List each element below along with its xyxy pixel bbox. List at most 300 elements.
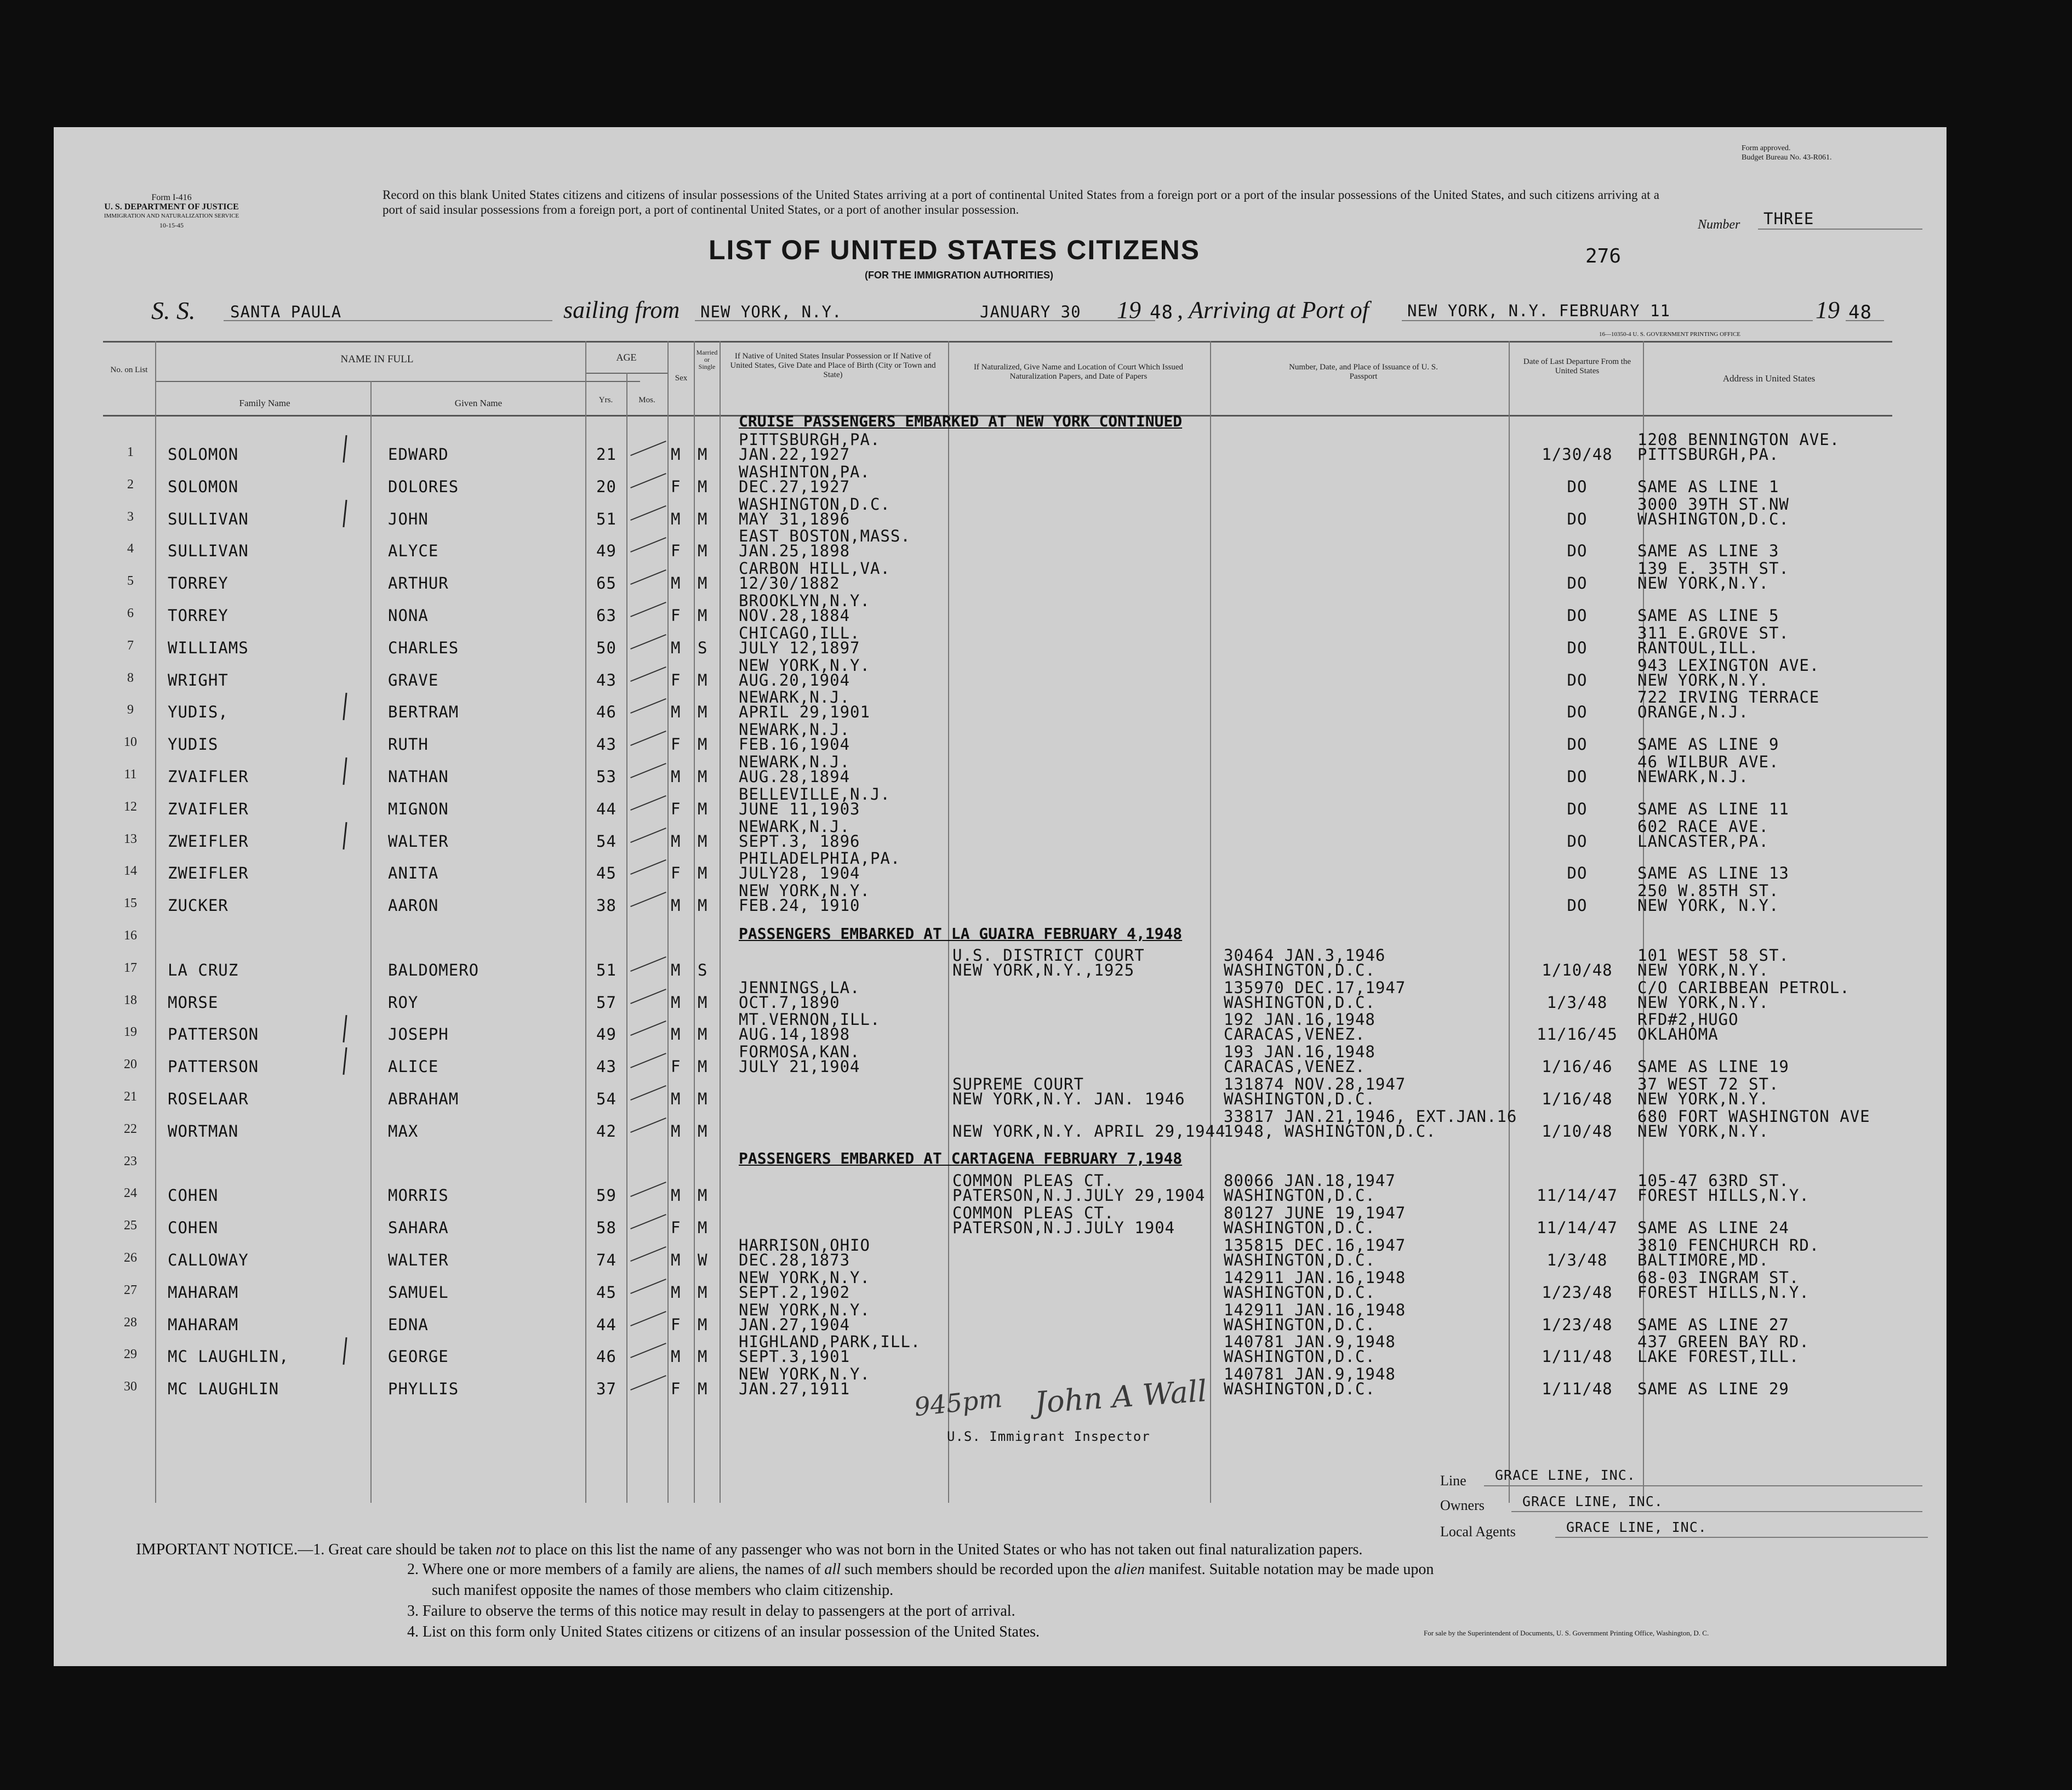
inspector-title: U.S. Immigrant Inspector xyxy=(947,1429,1150,1444)
row-number: 15 xyxy=(124,896,137,911)
col-rule xyxy=(626,373,627,1503)
sex: M xyxy=(671,767,681,786)
inspector-signature: John A Wall xyxy=(1034,1373,1208,1420)
address-line-2: NEW YORK,N.Y. xyxy=(1637,960,1769,979)
row-number: 19 xyxy=(124,1025,137,1040)
family-name: SOLOMON xyxy=(168,477,239,496)
inspection-check-mark xyxy=(630,473,666,488)
marital-status: M xyxy=(698,831,708,851)
last-departure-date: 11/16/45 xyxy=(1537,1025,1618,1044)
inspection-check-mark xyxy=(630,1182,666,1197)
passport-place: 1948, WASHINGTON,D.C. xyxy=(1224,1121,1436,1141)
for-sale-note: For sale by the Superintendent of Documents, U. S. Government Printing Office, Washington, D. C. xyxy=(1424,1629,1709,1637)
age-years: 49 xyxy=(596,541,617,561)
birth-date: SEPT.2,1902 xyxy=(739,1282,851,1302)
family-name: MAHARAM xyxy=(168,1315,239,1334)
family-name: PATTERSON xyxy=(168,1057,259,1076)
notice-item2-d: such manifest opposite the names of those members who claim citizenship. xyxy=(432,1582,894,1599)
address-line-2: LANCASTER,PA. xyxy=(1637,831,1769,851)
sex: M xyxy=(671,509,681,528)
row-number: 16 xyxy=(124,928,137,943)
section-la-guaira: PASSENGERS EMBARKED AT LA GUAIRA FEBRUARY 4,1948 xyxy=(739,925,1183,943)
birth-date: JAN.27,1904 xyxy=(739,1315,851,1334)
address-line-1: 3810 FENCHURCH RD. xyxy=(1637,1236,1820,1255)
col-rule xyxy=(948,341,949,1503)
address-line-1: 46 WILBUR AVE. xyxy=(1637,753,1779,771)
birth-date: JAN.27,1911 xyxy=(739,1379,851,1399)
marital-status: M xyxy=(698,1057,708,1076)
address-line-1: 37 WEST 72 ST. xyxy=(1637,1075,1779,1093)
budget-text: Budget Bureau No. 43-R061. xyxy=(1742,153,1832,162)
address-line-2: NEW YORK,N.Y. xyxy=(1637,574,1769,593)
birth-place: CARBON HILL,VA. xyxy=(739,559,891,578)
sex: F xyxy=(671,477,681,496)
birth-place: NEWARK,N.J. xyxy=(739,817,851,836)
age-years: 20 xyxy=(596,477,617,496)
row-number: 7 xyxy=(127,638,134,653)
sex: F xyxy=(671,799,681,818)
birth-place: PHILADELPHIA,PA. xyxy=(739,849,901,868)
year2: 48 xyxy=(1848,301,1872,323)
address-line-2: NEW YORK,N.Y. xyxy=(1637,993,1769,1012)
col-rule xyxy=(667,341,669,1503)
row-number: 18 xyxy=(124,993,137,1007)
marital-status: M xyxy=(698,477,708,496)
arriving-label: , Arriving at Port of xyxy=(1177,297,1369,323)
family-name: YUDIS, xyxy=(168,703,229,722)
notice-item1-not: not xyxy=(495,1541,516,1558)
sex: M xyxy=(671,1090,681,1108)
passport-place: WASHINGTON,D.C. xyxy=(1224,1090,1375,1108)
family-bracket-mark xyxy=(343,693,347,720)
address-line-1: 311 E.GROVE ST. xyxy=(1637,623,1789,642)
notice-item2-b: such members should be recorded upon the xyxy=(844,1561,1111,1578)
birth-place: FORMOSA,KAN. xyxy=(739,1042,860,1062)
age-years: 51 xyxy=(596,960,617,979)
address-line-2: SAME AS LINE 3 xyxy=(1637,541,1779,561)
age-years: 63 xyxy=(596,606,617,625)
row-number: 12 xyxy=(124,799,137,814)
row-number: 27 xyxy=(124,1282,137,1297)
given-name: MAX xyxy=(388,1121,419,1141)
marital-status: M xyxy=(698,509,708,528)
age-years: 43 xyxy=(596,735,617,754)
notice-item2-alien: alien xyxy=(1114,1561,1145,1578)
family-name: WORTMAN xyxy=(168,1121,239,1141)
passport-number-date: 142911 JAN.16,1948 xyxy=(1224,1300,1406,1319)
header-family-name: Family Name xyxy=(239,398,290,408)
inspection-check-mark xyxy=(630,1311,666,1326)
sex: M xyxy=(671,1347,681,1366)
passport-number-date: 192 JAN.16,1948 xyxy=(1224,1010,1375,1029)
address-line-2: PITTSBURGH,PA. xyxy=(1637,445,1779,464)
age-years: 37 xyxy=(596,1379,617,1399)
family-name: COHEN xyxy=(168,1218,219,1238)
age-years: 58 xyxy=(596,1218,617,1238)
family-name: LA CRUZ xyxy=(168,960,239,979)
address-line-2: SAME AS LINE 29 xyxy=(1637,1379,1789,1399)
form-date: 10-15-45 xyxy=(159,221,184,229)
birth-place: CHICAGO,ILL. xyxy=(739,623,860,642)
inspection-check-mark xyxy=(630,698,666,714)
given-name: SAHARA xyxy=(388,1218,449,1238)
last-departure-date: DO xyxy=(1567,541,1588,561)
birth-place: NEW YORK,N.Y. xyxy=(739,655,870,675)
age-years: 45 xyxy=(596,1282,617,1302)
passport-number-date: 140781 JAN.9,1948 xyxy=(1224,1332,1396,1352)
year1: 48 xyxy=(1150,301,1173,323)
age-years: 46 xyxy=(596,1347,617,1366)
given-name: EDNA xyxy=(388,1315,429,1334)
marital-status: M xyxy=(698,1090,708,1108)
given-name: NATHAN xyxy=(388,767,449,786)
sex: M xyxy=(671,703,681,722)
family-name: ROSELAAR xyxy=(168,1090,249,1108)
address-line-2: ORANGE,N.J. xyxy=(1637,703,1749,722)
row-number: 5 xyxy=(127,574,134,589)
family-bracket-mark xyxy=(343,435,347,463)
age-years: 45 xyxy=(596,864,617,883)
last-departure-date: 1/30/48 xyxy=(1542,445,1613,464)
line-value: GRACE LINE, INC. xyxy=(1495,1467,1636,1483)
service-name: IMMIGRATION AND NATURALIZATION SERVICE xyxy=(104,213,239,219)
family-name: ZVAIFLER xyxy=(168,767,249,786)
last-departure-date: 1/23/48 xyxy=(1542,1282,1613,1302)
sex: M xyxy=(671,445,681,464)
line-label: Line xyxy=(1440,1473,1466,1489)
birth-date: JAN.25,1898 xyxy=(739,541,851,561)
age-years: 51 xyxy=(596,509,617,528)
col-rule xyxy=(720,341,721,1503)
given-name: WALTER xyxy=(388,831,449,851)
inspection-check-mark xyxy=(630,1214,666,1229)
inspection-check-mark xyxy=(630,1375,666,1390)
birth-place: NEW YORK,N.Y. xyxy=(739,881,870,900)
arrival-port: NEW YORK, N.Y. FEBRUARY 11 xyxy=(1407,301,1670,320)
header-naturalized: If Naturalized, Give Name and Location of Court Which Issued Naturalization Papers, and Date of Papers xyxy=(973,363,1184,381)
given-name: EDWARD xyxy=(388,445,449,464)
last-departure-date: 1/10/48 xyxy=(1542,960,1613,979)
passport-place: WASHINGTON,D.C. xyxy=(1224,1379,1375,1399)
row-number: 21 xyxy=(124,1090,137,1104)
marital-status: M xyxy=(698,1282,708,1302)
notice-item1-b: to place on this list the name of any passenger who was not born in the United States or who has not taken out final naturalization papers. xyxy=(519,1541,1363,1558)
family-bracket-mark xyxy=(343,1047,347,1075)
owners-underline xyxy=(1511,1511,1922,1512)
passport-number-date: 135970 DEC.17,1947 xyxy=(1224,978,1406,997)
inspection-check-mark xyxy=(630,505,666,521)
address-line-1: 1208 BENNINGTON AVE. xyxy=(1637,430,1840,449)
sex: M xyxy=(671,1282,681,1302)
naturalization-place-date: NEW YORK,N.Y. JAN. 1946 xyxy=(952,1090,1185,1108)
family-name: TORREY xyxy=(168,574,229,593)
header-name-in-full: NAME IN FULL xyxy=(340,354,414,365)
birth-place: JENNINGS,LA. xyxy=(739,978,860,997)
inspection-check-mark xyxy=(630,1053,666,1068)
marital-status: M xyxy=(698,1218,708,1238)
birth-place: HARRISON,OHIO xyxy=(739,1236,870,1255)
marital-status: S xyxy=(698,960,708,979)
birth-date: 12/30/1882 xyxy=(739,574,840,593)
last-departure-date: DO xyxy=(1567,831,1588,851)
col-rule xyxy=(1509,341,1510,1503)
family-name: MAHARAM xyxy=(168,1282,239,1302)
sex: F xyxy=(671,1218,681,1238)
family-name: ZWEIFLER xyxy=(168,831,249,851)
local-agents-value: GRACE LINE, INC. xyxy=(1566,1519,1707,1535)
number-label: Number xyxy=(1698,218,1740,232)
birth-date: NOV.28,1884 xyxy=(739,606,851,625)
birth-place: BELLEVILLE,N.J. xyxy=(739,784,891,803)
address-line-2: NEW YORK, N.Y. xyxy=(1637,896,1779,915)
address-line-1: 680 FORT WASHINGTON AVE xyxy=(1637,1107,1870,1126)
inspection-check-mark xyxy=(630,859,666,875)
last-departure-date: DO xyxy=(1567,864,1588,883)
number-value: THREE xyxy=(1763,209,1814,228)
notice-title: IMPORTANT NOTICE. xyxy=(136,1540,298,1558)
passport-place: WASHINGTON,D.C. xyxy=(1224,1347,1375,1366)
naturalization-place-date: PATERSON,N.J.JULY 29,1904 xyxy=(952,1186,1206,1205)
given-name: BALDOMERO xyxy=(388,960,480,979)
last-departure-date: DO xyxy=(1567,509,1588,528)
row-number: 29 xyxy=(124,1347,137,1362)
birth-date: SEPT.3,1901 xyxy=(739,1347,851,1366)
age-years: 42 xyxy=(596,1121,617,1141)
sex: M xyxy=(671,1186,681,1205)
record-note: Record on this blank United States citizens and citizens of insular possessions of the United States arriving at a port of continental United States from a foreign port or a port of the insular possessions of the United States, and such citizens arriving at a port of said insular possessions from a foreign port, a port of continental United States, or a port of another insular possession. xyxy=(383,188,1659,216)
address-line-2: WASHINGTON,D.C. xyxy=(1637,509,1789,528)
sex: M xyxy=(671,638,681,657)
naturalization-court: COMMON PLEAS CT. xyxy=(952,1171,1115,1190)
inspection-check-mark xyxy=(630,892,666,907)
birth-date: JULY 12,1897 xyxy=(739,638,860,657)
given-name: NONA xyxy=(388,606,429,625)
address-line-2: SAME AS LINE 11 xyxy=(1637,799,1789,818)
family-name: SULLIVAN xyxy=(168,509,249,528)
inspection-check-mark xyxy=(630,1085,666,1101)
birth-place: HIGHLAND,PARK,ILL. xyxy=(739,1332,921,1352)
row-number: 4 xyxy=(127,541,134,556)
birth-place: EAST BOSTON,MASS. xyxy=(739,527,911,546)
inspection-check-mark xyxy=(630,828,666,843)
signature-time: 945pm xyxy=(912,1383,1004,1422)
section-cruise: CRUISE PASSENGERS EMBARKED AT NEW YORK CONTINUED xyxy=(739,412,1183,430)
name-header-rule xyxy=(155,381,640,382)
inspection-check-mark xyxy=(630,1118,666,1133)
inspection-check-mark xyxy=(630,1343,666,1358)
address-line-2: LAKE FOREST,ILL. xyxy=(1637,1347,1800,1366)
passport-place: WASHINGTON,D.C. xyxy=(1224,1315,1375,1334)
marital-status: M xyxy=(698,606,708,625)
row-number: 22 xyxy=(124,1121,137,1136)
last-departure-date: 11/14/47 xyxy=(1537,1186,1618,1205)
header-married-single: Married or Single xyxy=(696,349,718,370)
age-years: 59 xyxy=(596,1186,617,1205)
last-departure-date: DO xyxy=(1567,799,1588,818)
family-name: PATTERSON xyxy=(168,1025,259,1044)
naturalization-place-date: NEW YORK,N.Y.,1925 xyxy=(952,960,1135,979)
passport-number-date: 135815 DEC.16,1947 xyxy=(1224,1236,1406,1255)
row-number: 9 xyxy=(127,703,134,717)
department: U. S. DEPARTMENT OF JUSTICE xyxy=(104,202,239,212)
passport-place: WASHINGTON,D.C. xyxy=(1224,1218,1375,1238)
notice-item3: 3. Failure to observe the terms of this notice may result in delay to passengers at the port of arrival. xyxy=(407,1603,1015,1620)
given-name: JOHN xyxy=(388,509,429,528)
marital-status: M xyxy=(698,1121,708,1141)
passport-place: CARACAS,VENEZ. xyxy=(1224,1057,1366,1076)
marital-status: M xyxy=(698,1379,708,1399)
last-departure-date: 11/14/47 xyxy=(1537,1218,1618,1238)
address-line-2: FOREST HILLS,N.Y. xyxy=(1637,1282,1810,1302)
marital-status: M xyxy=(698,1186,708,1205)
inspection-check-mark xyxy=(630,1246,666,1262)
last-departure-date: 1/3/48 xyxy=(1546,1251,1608,1269)
age-years: 49 xyxy=(596,1025,617,1044)
family-name: MC LAUGHLIN, xyxy=(168,1347,289,1366)
inspection-check-mark xyxy=(630,569,666,585)
marital-status: S xyxy=(698,638,708,657)
sex: F xyxy=(671,670,681,689)
family-name: MC LAUGHLIN xyxy=(168,1379,279,1399)
age-years: 44 xyxy=(596,799,617,818)
birth-place: NEW YORK,N.Y. xyxy=(739,1365,870,1384)
sex: M xyxy=(671,896,681,915)
passport-number-date: 80066 JAN.18,1947 xyxy=(1224,1171,1396,1190)
form-number: Form I-416 xyxy=(151,193,192,202)
inspection-check-mark xyxy=(630,1021,666,1036)
given-name: JOSEPH xyxy=(388,1025,449,1044)
col-rule xyxy=(585,341,586,1503)
family-name: ZVAIFLER xyxy=(168,799,249,818)
sex: F xyxy=(671,606,681,625)
row-number: 1 xyxy=(127,445,134,459)
given-name: ALYCE xyxy=(388,541,439,561)
marital-status: M xyxy=(698,767,708,786)
row-number: 17 xyxy=(124,960,137,975)
age-years: 53 xyxy=(596,767,617,786)
address-line-1: 139 E. 35TH ST. xyxy=(1637,559,1789,578)
inspection-check-mark xyxy=(630,795,666,811)
age-years: 38 xyxy=(596,896,617,915)
notice-item2-c: manifest. Suitable notation may be made upon xyxy=(1149,1561,1434,1578)
birth-date: AUG.28,1894 xyxy=(739,767,851,786)
family-bracket-mark xyxy=(343,822,347,850)
passport-place: WASHINGTON,D.C. xyxy=(1224,1282,1375,1302)
passport-number-date: 140781 JAN.9,1948 xyxy=(1224,1365,1396,1384)
row-number: 24 xyxy=(124,1186,137,1201)
inspection-check-mark xyxy=(630,602,666,617)
sex: F xyxy=(671,1379,681,1399)
notice-item1-a: 1. Great care should be taken xyxy=(313,1541,492,1558)
birth-place: MT.VERNON,ILL. xyxy=(739,1010,881,1029)
sailing-from-label: sailing from xyxy=(563,297,680,323)
marital-status: M xyxy=(698,574,708,593)
given-name: RUTH xyxy=(388,735,429,754)
given-name: PHYLLIS xyxy=(388,1379,459,1399)
given-name: GEORGE xyxy=(388,1347,449,1366)
birth-place: NEWARK,N.J. xyxy=(739,753,851,771)
birth-place: NEWARK,N.J. xyxy=(739,720,851,739)
address-line-1: 602 RACE AVE. xyxy=(1637,817,1769,836)
address-line-2: NEW YORK,N.Y. xyxy=(1637,1090,1769,1108)
marital-status: M xyxy=(698,541,708,561)
family-name: ZWEIFLER xyxy=(168,864,249,883)
given-name: ROY xyxy=(388,993,419,1012)
address-line-2: RANTOUL,ILL. xyxy=(1637,638,1759,657)
header-passport: Number, Date, and Place of Issuance of U. S. Passport xyxy=(1289,363,1438,381)
local-agents-label: Local Agents xyxy=(1440,1524,1516,1540)
passport-place: WASHINGTON,D.C. xyxy=(1224,1251,1375,1269)
last-departure-date: DO xyxy=(1567,703,1588,722)
address-line-2: SAME AS LINE 9 xyxy=(1637,735,1779,754)
address-line-2: NEW YORK,N.Y. xyxy=(1637,1121,1769,1141)
passport-number-date: 193 JAN.16,1948 xyxy=(1224,1042,1375,1062)
inspection-check-mark xyxy=(630,537,666,552)
header-given-name: Given Name xyxy=(454,398,503,408)
row-number: 25 xyxy=(124,1218,137,1233)
marital-status: M xyxy=(698,799,708,818)
sex: F xyxy=(671,735,681,754)
inspection-check-mark xyxy=(630,634,666,649)
address-line-2: FOREST HILLS,N.Y. xyxy=(1637,1186,1810,1205)
birth-date: FEB.16,1904 xyxy=(739,735,851,754)
sex: M xyxy=(671,1121,681,1141)
given-name: GRAVE xyxy=(388,670,439,689)
birth-date: JULY 21,1904 xyxy=(739,1057,860,1076)
inspection-check-mark xyxy=(630,441,666,456)
inspection-check-mark xyxy=(630,956,666,972)
last-departure-date: 1/23/48 xyxy=(1542,1315,1613,1334)
family-bracket-mark xyxy=(343,500,347,527)
row-number: 2 xyxy=(127,477,134,492)
inspection-check-mark xyxy=(630,1279,666,1294)
inspection-check-mark xyxy=(630,763,666,778)
header-mos: Mos. xyxy=(638,396,655,404)
passport-number-date: 33817 JAN.21,1946, EXT.JAN.16 xyxy=(1224,1107,1517,1126)
row-number: 10 xyxy=(124,735,137,750)
age-years: 54 xyxy=(596,831,617,851)
stamp-number: 276 xyxy=(1585,245,1622,267)
address-line-2: OKLAHOMA xyxy=(1637,1025,1719,1044)
given-name: AARON xyxy=(388,896,439,915)
given-name: ALICE xyxy=(388,1057,439,1076)
given-name: ABRAHAM xyxy=(388,1090,459,1108)
address-line-2: SAME AS LINE 1 xyxy=(1637,477,1779,496)
last-departure-date: DO xyxy=(1567,670,1588,689)
sex: F xyxy=(671,541,681,561)
family-name: ZUCKER xyxy=(168,896,229,915)
birth-place: BROOKLYN,N.Y. xyxy=(739,591,870,610)
header-native-birth: If Native of United States Insular Possession or If Native of United States, Give Date and Place of Birth (City or Town and State) xyxy=(730,352,936,379)
row-number: 3 xyxy=(127,509,134,524)
address-line-2: SAME AS LINE 13 xyxy=(1637,864,1789,883)
age-years: 50 xyxy=(596,638,617,657)
family-name: WRIGHT xyxy=(168,670,229,689)
address-line-2: BALTIMORE,MD. xyxy=(1637,1251,1769,1269)
col-rule xyxy=(155,341,156,1503)
age-years: 74 xyxy=(596,1251,617,1269)
row-number: 26 xyxy=(124,1251,137,1265)
last-departure-date: 1/16/46 xyxy=(1542,1057,1613,1076)
header-age: AGE xyxy=(616,352,637,363)
birth-place: NEWARK,N.J. xyxy=(739,688,851,707)
ss-label: S. S. xyxy=(151,297,196,324)
gpo-note: 16—10350-4 U. S. GOVERNMENT PRINTING OFFICE xyxy=(1599,331,1741,338)
col-rule xyxy=(370,381,372,1503)
given-name: MORRIS xyxy=(388,1186,449,1205)
address-line-1: C/O CARIBBEAN PETROL. xyxy=(1637,978,1850,997)
page-title: LIST OF UNITED STATES CITIZENS xyxy=(709,235,1201,265)
